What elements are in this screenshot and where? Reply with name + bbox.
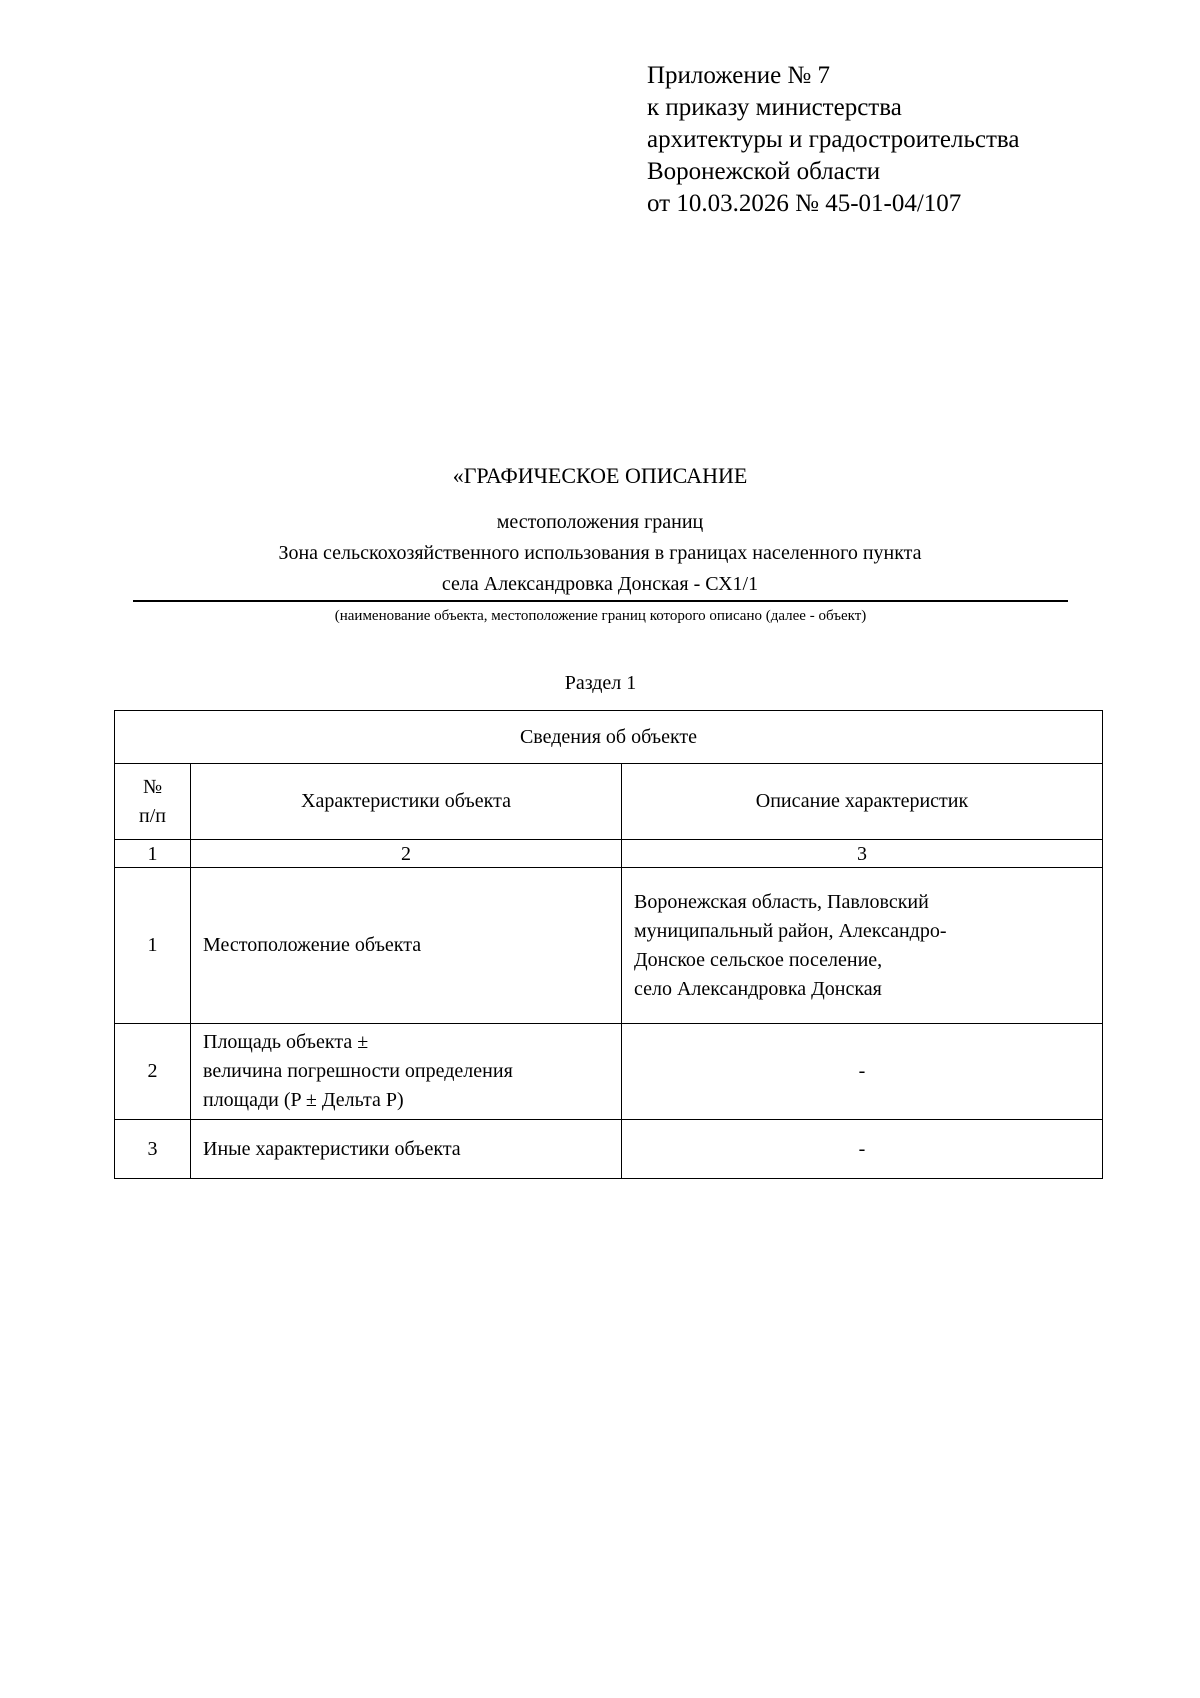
appendix-region-line: Воронежской области: [647, 158, 881, 185]
row-number: 3: [115, 1120, 191, 1179]
row-characteristic: [191, 868, 622, 1024]
row-characteristic: [191, 1024, 622, 1120]
section-heading: Раздел 1: [564, 672, 637, 694]
description-line: Воронежская область, Павловский: [634, 890, 929, 913]
characteristic-line: величина погрешности определения: [203, 1060, 513, 1082]
column-header-number-line-1: №: [142, 775, 163, 798]
table-row: [115, 1120, 1103, 1179]
row-description: [622, 1024, 1103, 1120]
characteristic-line: Местоположение объекта: [203, 934, 422, 956]
appendix-ministry-line: архитектуры и градостроительства: [647, 126, 1020, 153]
appendix-date-line: от 10.03.2026 № 45-01-04/107: [647, 190, 962, 217]
characteristic-line: площади (P ± Дельта P): [203, 1089, 404, 1111]
appendix-reference: [647, 60, 1019, 220]
description-line: -: [858, 1060, 866, 1082]
characteristic-line: Площадь объекта ±: [203, 1031, 369, 1053]
column-number-row: [115, 840, 1103, 868]
column-header-description: Описание характеристик: [622, 764, 1103, 840]
column-header-number-line-2: п/п: [139, 804, 166, 827]
characteristic-line: Иные характеристики объекта: [203, 1137, 461, 1160]
table-header: Сведения об объекте: [115, 711, 1103, 764]
appendix-number: Приложение № 7: [647, 62, 831, 89]
appendix-order-line: к приказу министерства: [647, 94, 902, 121]
column-number-2: 2: [191, 840, 622, 868]
object-info-table: [114, 710, 1103, 1179]
title-underline: [133, 600, 1068, 602]
column-header-row: [115, 764, 1103, 840]
row-characteristic: [191, 1120, 622, 1179]
document-title: «ГРАФИЧЕСКОЕ ОПИСАНИЕ: [452, 463, 748, 488]
row-number: 1: [115, 868, 191, 1024]
column-header-characteristics: Характеристики объекта: [191, 764, 622, 840]
description-line: муниципальный район, Александро-: [634, 919, 947, 942]
column-header-number: [115, 764, 191, 840]
subtitle-line-2: Зона сельскохозяйственного использования в границах населенного пункта: [278, 542, 922, 564]
table-row: [115, 868, 1103, 1024]
column-number-1: 1: [115, 840, 191, 868]
description-line: Донское сельское поселение,: [634, 948, 883, 971]
description-line: -: [858, 1137, 866, 1160]
document-subtitle: [130, 507, 1070, 600]
row-number: 2: [115, 1024, 191, 1120]
subtitle-line-3: села Александровка Донская - СХ1/1: [441, 573, 759, 595]
subtitle-line-1: местоположения границ: [496, 511, 704, 533]
description-line: село Александровка Донская: [634, 977, 882, 1000]
table-header-row: [115, 711, 1103, 764]
object-caption: (наименование объекта, местоположение границ которого описано (далее - объект): [334, 608, 867, 624]
row-description: [622, 1120, 1103, 1179]
row-description: [622, 868, 1103, 1024]
table-row: [115, 1024, 1103, 1120]
column-number-3: 3: [622, 840, 1103, 868]
